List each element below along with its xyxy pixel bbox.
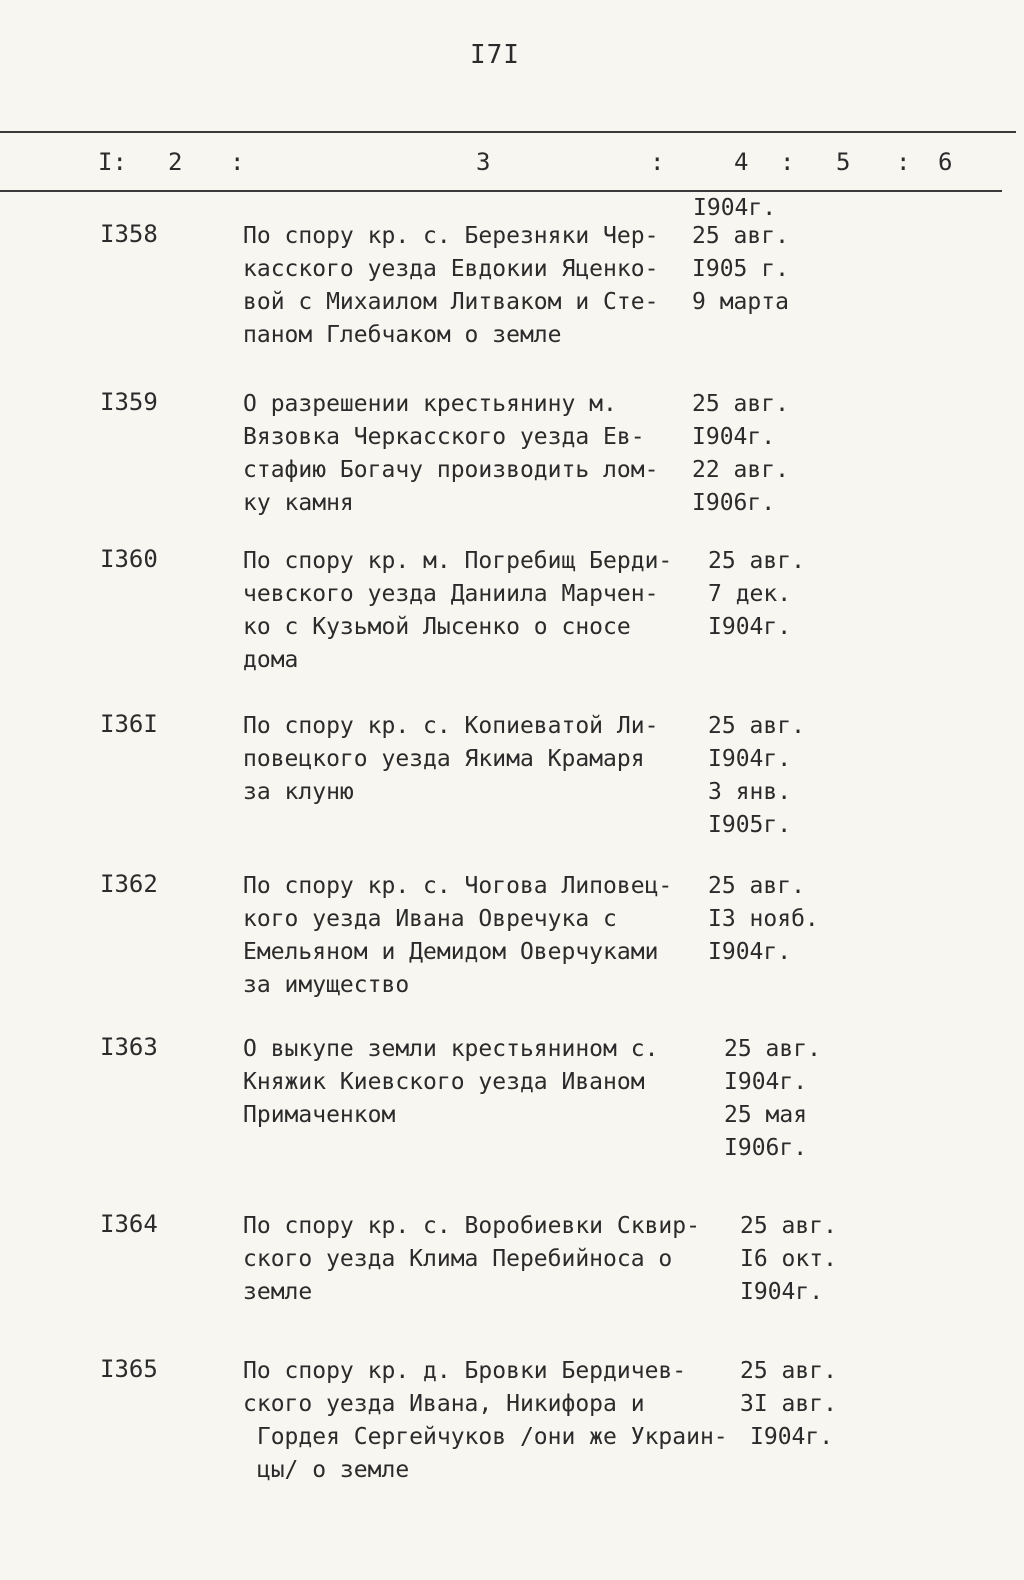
description-line: Гордея Сергейчуков /они же Украин- bbox=[243, 1424, 728, 1450]
description-line: касского уезда Евдокии Яценко- bbox=[243, 256, 659, 282]
column-header-4: 4 bbox=[734, 148, 749, 176]
description-line: вой с Михаилом Литваком и Сте- bbox=[243, 289, 659, 315]
case-number: I36I bbox=[100, 710, 158, 738]
date-line: 25 авг. bbox=[708, 873, 805, 899]
date-line: 25 мая bbox=[724, 1102, 808, 1128]
case-number: I360 bbox=[100, 545, 158, 573]
date-line: 25 авг. bbox=[740, 1213, 837, 1239]
description-line: О выкупе земли крестьянином с. bbox=[243, 1036, 659, 1062]
case-number: I359 bbox=[100, 388, 158, 416]
description-line: По спору кр. д. Бровки Бердичев- bbox=[243, 1358, 687, 1384]
case-dates bbox=[740, 1210, 837, 1309]
description-line: По спору кр. м. Погребищ Берди- bbox=[243, 548, 673, 574]
date-line: I904г. bbox=[740, 1279, 824, 1305]
description-line: Примаченком bbox=[243, 1102, 396, 1128]
column-separator: : bbox=[896, 148, 911, 176]
case-description bbox=[243, 870, 672, 1002]
date-line: 25 авг. bbox=[692, 391, 789, 417]
page-number: I7I bbox=[470, 40, 520, 70]
description-line: за имущество bbox=[243, 972, 410, 998]
column-separator: : bbox=[650, 148, 665, 176]
description-line: кого уезда Ивана Овречука с bbox=[243, 906, 617, 932]
description-line: дома bbox=[243, 647, 299, 673]
description-line: Княжик Киевского уезда Иваном bbox=[243, 1069, 645, 1095]
date-line: 7 дек. bbox=[708, 581, 792, 607]
case-dates bbox=[692, 220, 789, 319]
date-line: I904г. bbox=[692, 424, 776, 450]
date-line: I905г. bbox=[708, 812, 792, 838]
date-line: 25 авг. bbox=[740, 1358, 837, 1384]
date-line: 25 авг. bbox=[708, 713, 805, 739]
column-header-3: 3 bbox=[476, 148, 491, 176]
case-description bbox=[243, 220, 658, 352]
case-dates bbox=[708, 710, 805, 842]
carry-over-date: I904г. bbox=[693, 195, 777, 221]
case-description bbox=[243, 1033, 658, 1132]
case-number: I358 bbox=[100, 220, 158, 248]
column-separator: : bbox=[780, 148, 795, 176]
column-header-6: 6 bbox=[938, 148, 953, 176]
description-line: стафию Богачу производить лом- bbox=[243, 457, 659, 483]
case-dates bbox=[708, 870, 819, 969]
description-line: цы/ о земле bbox=[243, 1457, 410, 1483]
case-number: I362 bbox=[100, 870, 158, 898]
description-line: О разрешении крестьянину м. bbox=[243, 391, 617, 417]
date-line: 9 марта bbox=[692, 289, 789, 315]
date-line: I904г. bbox=[708, 746, 792, 772]
description-line: ку камня bbox=[243, 490, 354, 516]
date-line: I905 г. bbox=[692, 256, 789, 282]
description-line: за клуню bbox=[243, 779, 354, 805]
date-line: I906г. bbox=[692, 490, 776, 516]
date-line: 25 авг. bbox=[692, 223, 789, 249]
description-line: Вязовка Черкасского уезда Ев- bbox=[243, 424, 645, 450]
column-header-2: 2 bbox=[168, 148, 183, 176]
description-line: По спору кр. с. Копиеватой Ли- bbox=[243, 713, 659, 739]
case-number: I364 bbox=[100, 1210, 158, 1238]
case-number: I365 bbox=[100, 1355, 158, 1383]
case-description bbox=[243, 710, 658, 809]
description-line: Емельяном и Демидом Оверчуками bbox=[243, 939, 659, 965]
date-line: I3 нояб. bbox=[708, 906, 819, 932]
description-line: ского уезда Ивана, Никифора и bbox=[243, 1391, 645, 1417]
description-line: чевского уезда Даниила Марчен- bbox=[243, 581, 659, 607]
date-line: I906г. bbox=[724, 1135, 808, 1161]
date-line: I904г. bbox=[708, 939, 792, 965]
case-description bbox=[243, 1355, 728, 1487]
date-line: I904г. bbox=[724, 1069, 808, 1095]
case-dates bbox=[724, 1033, 821, 1165]
case-description bbox=[243, 388, 658, 520]
case-dates bbox=[740, 1355, 837, 1454]
date-line: 25 авг. bbox=[708, 548, 805, 574]
header-bottom-rule bbox=[0, 190, 1002, 192]
description-line: повецкого уезда Якима Крамаря bbox=[243, 746, 645, 772]
case-description bbox=[243, 1210, 700, 1309]
description-line: По спору кр. с. Березняки Чер- bbox=[243, 223, 659, 249]
description-line: ского уезда Клима Перебийноса о bbox=[243, 1246, 673, 1272]
description-line: ко с Кузьмой Лысенко о сносе bbox=[243, 614, 631, 640]
description-line: паном Глебчаком о земле bbox=[243, 322, 562, 348]
case-number: I363 bbox=[100, 1033, 158, 1061]
date-line: I6 окт. bbox=[740, 1246, 837, 1272]
case-dates bbox=[692, 388, 789, 520]
description-line: По спору кр. с. Воробиевки Сквир- bbox=[243, 1213, 700, 1239]
column-header-1: I: bbox=[98, 148, 127, 176]
column-header-5: 5 bbox=[836, 148, 851, 176]
header-top-rule bbox=[0, 131, 1016, 133]
date-line: 22 авг. bbox=[692, 457, 789, 483]
column-separator: : bbox=[230, 148, 245, 176]
date-line: 3 янв. bbox=[708, 779, 792, 805]
date-line: 25 авг. bbox=[724, 1036, 821, 1062]
case-description bbox=[243, 545, 672, 677]
date-line: I904г. bbox=[708, 614, 792, 640]
date-line: I904г. bbox=[750, 1424, 834, 1450]
case-dates bbox=[708, 545, 805, 644]
description-line: По спору кр. с. Чогова Липовец- bbox=[243, 873, 673, 899]
date-line: 3I авг. bbox=[740, 1391, 837, 1417]
description-line: земле bbox=[243, 1279, 313, 1305]
